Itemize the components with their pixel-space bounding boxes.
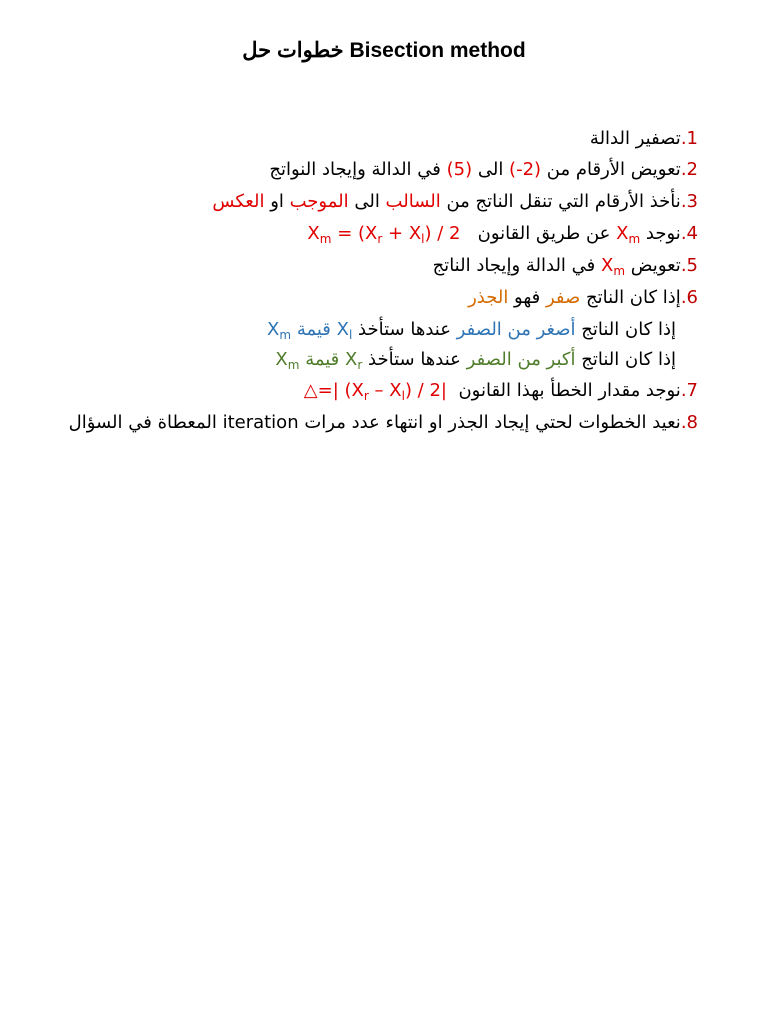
step-text: تصفير الدالة [589,128,681,149]
xm-symbol [275,345,299,380]
step-text: عندها ستأخذ [362,349,467,370]
subscript: m [287,358,300,372]
value-word: قيمة [299,349,346,370]
subscript: r [377,232,383,246]
subscript: m [613,264,626,278]
step-text: في الدالة وإيجاد النواتج [269,159,447,180]
step-6 [468,283,698,313]
x-letter: X [600,255,614,276]
x-letter: X [275,349,288,370]
step-text: او [264,191,290,212]
delta-icon: △ [303,380,318,401]
step-number: 4. [680,223,698,244]
x-letter: X [336,319,349,340]
reverse-word: العكس [212,191,265,212]
x-letter: X [307,223,320,244]
zero-word: صفر [545,287,581,308]
step-number: 3. [680,191,698,212]
step-number: 8. [680,412,698,433]
step-text: إذا كان الناتج [580,287,681,308]
step-text: في الدالة وإيجاد الناتج [432,255,601,276]
xr-symbol [345,345,362,380]
step-text: فهو [508,287,546,308]
formula-part: + X [382,223,422,244]
formula-part: ) / 2 [424,223,461,244]
step-number: 7. [680,380,698,401]
x-letter: X [345,349,358,370]
step-1 [590,124,698,154]
formula-part: ) / 2| [404,380,447,401]
subscript: m [319,232,332,246]
range-end: (5) [446,159,473,180]
step-text: عن طريق القانون [477,223,617,244]
subscript: r [357,358,363,372]
formula-part: = (X [331,223,378,244]
step-2 [269,155,698,185]
step-text: الى [472,159,510,180]
step-text: نوجد مقدار الخطأ بهذا القانون [458,380,681,401]
step-number: 1. [680,128,698,149]
step-text: نوجد [640,223,681,244]
greater-than-zero: أكبر من الصفر [466,349,576,370]
step-number: 2. [680,159,698,180]
step-text: عندها ستأخذ [352,319,457,340]
step-8 [52,408,698,438]
step-number: 6. [680,287,698,308]
formula-part: =| (X [317,380,364,401]
negative-word: السالب [385,191,441,212]
x-letter: X [616,223,629,244]
positive-word: الموجب [289,191,349,212]
formula-part: – X [368,380,402,401]
range-start: (-2) [509,159,542,180]
xm-symbol [601,251,625,286]
less-than-zero: أصغر من الصفر [456,319,576,340]
xm-symbol [616,219,640,254]
error-formula [304,376,447,411]
subscript: l [348,328,353,342]
step-text: تعويض الأرقام من [541,159,681,180]
step-6-greater-than-zero [275,345,676,380]
subscript: m [279,328,292,342]
subscript: l [421,232,425,246]
root-word: الجذر [468,287,509,308]
subscript: r [363,389,369,403]
step-text: تعويض [625,255,681,276]
step-7 [304,376,698,411]
step-text: الى [348,191,386,212]
midpoint-formula [307,219,460,254]
x-letter: X [267,319,280,340]
subscript: m [628,232,641,246]
step-5 [433,251,698,286]
step-text: إذا كان الناتج [575,319,676,340]
step-text: نأخذ الأرقام التي تنقل الناتج من [440,191,681,212]
step-text: نعيد الخطوات لحتي إيجاد الجذر او انتهاء عدد مرات iteration المعطاة في السؤال [68,412,681,433]
value-word: قيمة [291,319,337,340]
step-3 [212,187,698,217]
step-4 [307,219,698,254]
page-title: خطوات حل Bisection method [242,39,526,62]
step-text: إذا كان الناتج [575,349,676,370]
subscript: l [401,389,405,403]
step-number: 5. [680,255,698,276]
